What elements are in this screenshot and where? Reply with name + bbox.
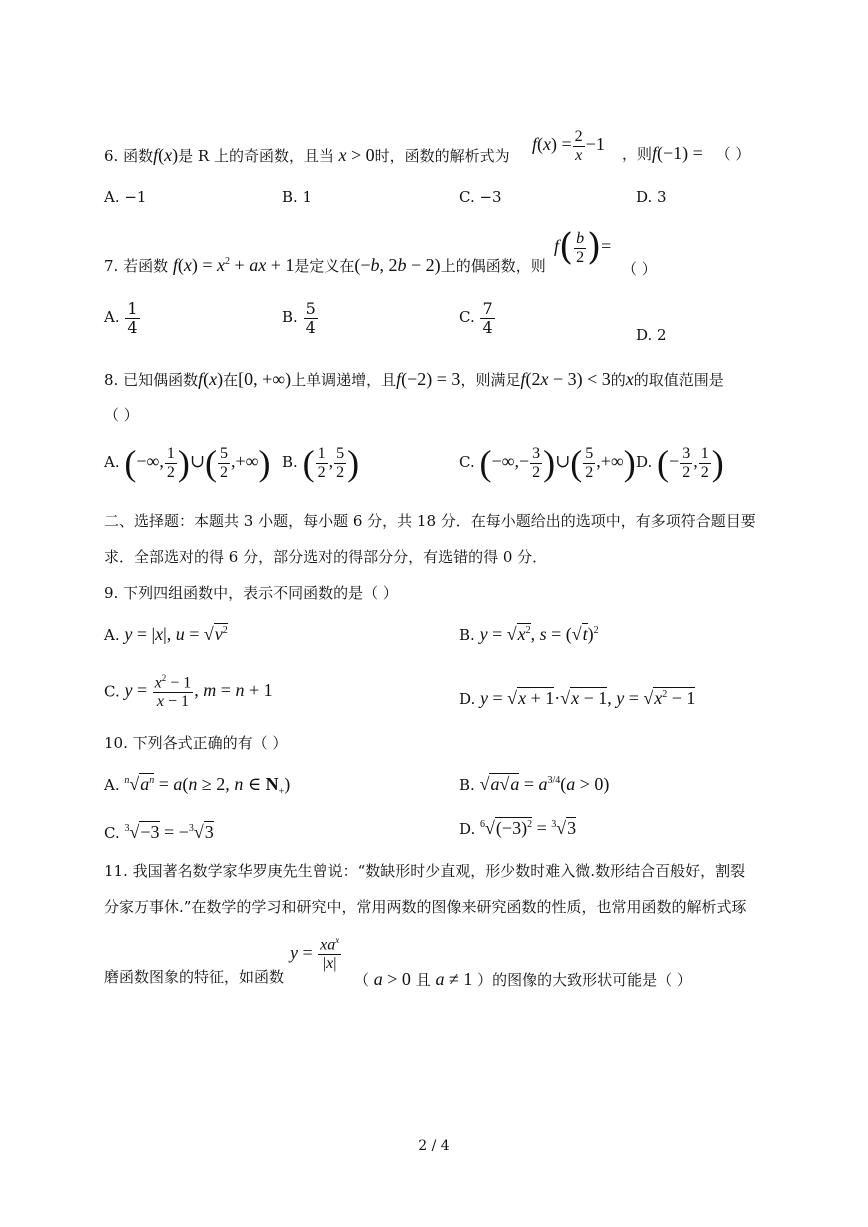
q11-line3 xyxy=(104,970,284,985)
q8-option-a[interactable]: A. (−∞, $\frac{1}{2}$ )∪( $\frac{5}{2}$ ,+∞) xyxy=(104,443,271,483)
q6-fx: f(x) xyxy=(153,145,179,165)
section2-line2: 求．全部选对的得 6 分，部分选对的得部分分，有选错的得 0 分． xyxy=(104,548,548,566)
q7-fx: $f(x) = x^2$ + ax + 1 xyxy=(172,255,295,275)
q10-option-c[interactable]: C. $^3$√−3 = −$^3$√3 xyxy=(104,822,214,842)
q7-ask: f( $\frac{b}{2}$ )= xyxy=(554,227,612,269)
q7-option-a[interactable]: A. $\frac{1}{4}$ xyxy=(104,299,138,337)
q6-cond: x > 0 xyxy=(333,145,375,165)
q8-stem xyxy=(104,370,724,388)
q10-stem: 10. 下列各式正确的有（ ） xyxy=(104,734,288,752)
q6-tail: ，则 xyxy=(622,145,653,163)
q6-ask: ，则f(−1) = （ ） xyxy=(622,143,751,163)
q9-option-c[interactable]: C. y = $\frac{x^2 - 1}{x - 1}$ , m = n + 1 xyxy=(104,673,273,710)
q6-option-d[interactable]: D. 3 xyxy=(636,188,667,206)
q7-mid1: 是定义在 xyxy=(294,257,355,275)
q11-line3-lead: 磨函数图象的特征，如函数 xyxy=(104,968,285,986)
q10-option-b[interactable]: B. $√a√a = a^{3/4}(a > 0)$ xyxy=(459,774,610,794)
q6-mid2: 时，函数的解析式为 xyxy=(374,147,510,165)
section2-line1: 二、选择题：本题共 3 小题，每小题 6 分，共 18 分．在每小题给出的选项中，有多项符合题目要 xyxy=(104,512,756,530)
q11-func: y = $\frac{xa^x}{|x|}$ xyxy=(290,935,340,972)
q11-line1: 11. 我国著名数学家华罗庚先生曾说：“数缺形时少直观，形少数时难入微.数形结合百般好，割裂 xyxy=(104,862,746,880)
q9-option-b[interactable]: B. $y = √x^2$, $s = (√t)^2$ xyxy=(459,624,599,644)
q7-mid2: 上的偶函数，则 xyxy=(440,257,546,275)
q8-tail: 的取值范围是 xyxy=(633,371,724,389)
q10-option-d[interactable]: D. $^6√(-3)^2 = ^3√3$ xyxy=(459,818,577,838)
q8-mid4: 的 xyxy=(610,371,626,389)
q9-option-a[interactable]: A. y = |x|, $u = √v^2$ xyxy=(104,624,228,644)
q11-cond: （ a > 0 且 a ≠ 1 ）的图像的大致形状可能是（ ） xyxy=(354,969,692,989)
q6-option-b[interactable]: B. 1 xyxy=(282,188,313,206)
q10-option-a[interactable]: A. $^n√a^n = a(n \ge 2$, n ∈ $N_+$) xyxy=(104,774,291,798)
q8-option-d[interactable]: D. (− $\frac{3}{2}$ , $\frac{1}{2}$ ) xyxy=(636,443,724,483)
q7-stem xyxy=(104,256,546,274)
q9-option-d[interactable]: D. y = √x + 1·√x − 1, $y = √x^2 - 1$ xyxy=(459,688,696,708)
q7-option-d[interactable]: D. 2 xyxy=(636,326,667,344)
q9-stem: 9. 下列四组函数中，表示不同函数的是（ ） xyxy=(104,584,398,602)
q6-lead: 6. 函数 xyxy=(104,147,154,165)
q8-ineq: f(2x − 3) < 3 xyxy=(520,369,611,389)
q8-paren: （ ） xyxy=(104,406,139,424)
q6-paren: （ ） xyxy=(715,145,751,163)
q7-option-c[interactable]: C. $\frac{7}{4}$ xyxy=(459,299,493,337)
q8-lead: 8. 已知偶函数 xyxy=(104,371,199,389)
q7-option-b[interactable]: B. $\frac{5}{4}$ xyxy=(282,299,316,337)
q8-option-c[interactable]: C. (−∞,− $\frac{3}{2}$ )∪( $\frac{5}{2}$ ,+∞) xyxy=(459,443,636,483)
page-number: 2 / 4 xyxy=(418,1138,450,1154)
q6-option-c[interactable]: C. −3 xyxy=(459,188,502,206)
q7-lead: 7. 若函数 xyxy=(104,257,169,275)
q11-tail: 的图像的大致形状可能是（ ） xyxy=(492,971,692,989)
q7-paren: （ ） xyxy=(622,260,657,278)
q8-mid3: ，则满足 xyxy=(460,371,521,389)
q8-fx: f(x) xyxy=(198,369,224,389)
q8-interval: [0, +∞) xyxy=(238,369,292,389)
q6-expr: f(x) = $\frac{2}{x}$ −1 xyxy=(532,128,605,164)
q8-option-b[interactable]: B. ( $\frac{1}{2}$ , $\frac{5}{2}$ ) xyxy=(282,443,360,483)
q6-stem xyxy=(104,146,510,164)
q8-cond: f(−2) = 3 xyxy=(396,369,461,389)
q6-option-a[interactable]: A. −1 xyxy=(104,188,147,206)
q8-mid1: 在 xyxy=(223,371,239,389)
q7-domain: (−b, 2b − 2) xyxy=(354,255,441,275)
q8-var: x xyxy=(625,369,634,389)
q11-line2: 分家万事休.”在数学的学习和研究中，常用两数的图像来研究函数的性质，也常用函数的解析式琢 xyxy=(104,898,747,916)
q8-mid2: 上单调递增，且 xyxy=(291,371,397,389)
q6-mid1: 是 R 上的奇函数，且当 xyxy=(178,147,334,165)
